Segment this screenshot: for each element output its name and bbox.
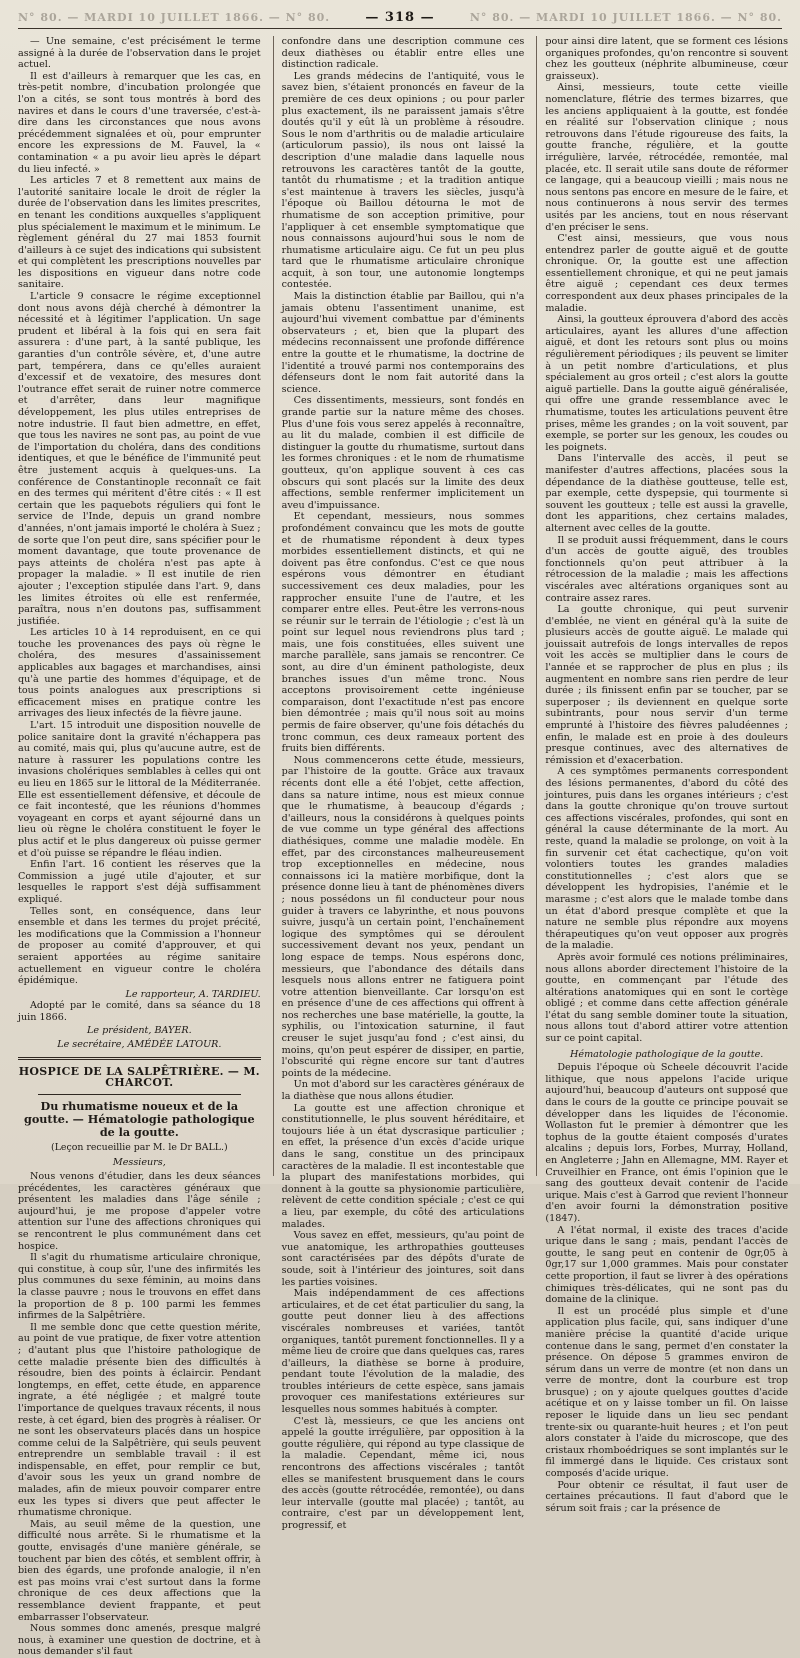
paragraph: — Une semaine, c'est précisément le terme assigné à la durée de l'observation dans le projet actuel. — [18, 36, 261, 71]
running-head-left: N° 80. — MARDI 10 JUILLET 1866. — N° 80. — [18, 10, 331, 24]
paragraph: Les articles 10 à 14 reproduisent, en ce qui touche les provenances des pays où règne le choléra, des mesures d'assainissement applicables aux bagages et marchandises, ainsi qu'à une partie des hommes d'équipage, et de tous points analogues aux prescriptions si efficacement mises en pratique contre les arrivages des lieux infectés de la fièvre jaune. — [18, 627, 261, 720]
subsection-heading: Hématologie pathologique de la goutte. — [570, 1048, 764, 1060]
paragraph: Ainsi, messieurs, toute cette vieille nomenclature, flétrie des termes bizarres, que les anciens appliquaient à la goutte, est fondée en réalité sur l'observation clinique ; nous retrouvons dans l'étude rigoureuse des faits, la goutte franche, régulière, et la goutte irrégulière, larvée, rétrocédée, remontée, mal placée, etc. Il serait utile sans doute de réformer ce langage, qui a beaucoup vieilli ; mais nous ne nous sentons pas encore en mesure de le faire, et nous continuerons à nous servir des termes usités par les anciens, tout en nous réservant d'en préciser le sens. — [545, 82, 789, 233]
paragraph: confondre dans une description commune ces deux diathèses ou établir entre elles une distinction radicale. — [281, 36, 525, 71]
paragraph: Telles sont, en conséquence, dans leur ensemble et dans les termes du projet précité, les modifications que la Commission a l'honneur de proposer au comité d'approuver, et qui seraient apportées au régime sanitaire actuellement en vigueur contre le choléra épidémique. — [18, 905, 261, 987]
page-number: — 318 — — [365, 9, 435, 25]
paragraph: Nous sommes donc amenés, presque malgré nous, à examiner une question de doctrine, et à nous demander s'il faut — [18, 1623, 261, 1658]
paragraph: Les articles 7 et 8 remettent aux mains de l'autorité sanitaire locale le droit de régler la durée de l'observation dans les limites prescrites, en tenant les conditions auxquelles s'appliquent plus spécialement le maximum et le minimum. Le règlement général du 27 mai 1853 fournit d'ailleurs à ce sujet des indications qui subsistent et qui complètent les prescriptions nouvelles par les dispositions en vigueur dans notre code sanitaire. — [18, 175, 261, 291]
paragraph: La goutte est une affection chronique et constitutionnelle, le plus souvent héréditaire, et toujours liée à un état dyscrasique particulier ; en effet, la présence d'un excès d'acide urique dans le sang, constitue un des principaux caractères de la maladie. Il est incontestable que la plupart des manifestations morbides, qui donnent à la goutte sa physionomie particulière, relèvent de cette condition spéciale ; c'est ce qui a lieu, par exemple, du côté des articulations malades. — [281, 1102, 525, 1230]
paragraph: Et cependant, messieurs, nous sommes profondément convaincu que les mots de goutte et de rhumatisme répondent à deux types morbides essentiellement distincts, et qui ne doivent pas être confondus. C'est ce que nous espérons vous démontrer en étudiant successivement ces deux maladies, pour les rapprocher ensuite l'une de l'autre, et les comparer entre elles. Peut-être les verrons-nous se réunir sur le terrain de l'étiologie ; c'est là un point sur lequel nous reviendrons plus tard ; mais, une fois constituées, elles suivent une marche parallèle, sans jamais se rencontrer. Ce sont, au dire d'un éminent pathologiste, deux branches issues d'un même tronc. Nous acceptons provisoirement cette ingénieuse comparaison, dont l'exactitude n'est pas encore bien démontrée ; mais qu'il nous soit au moins permis de faire observer, qu'une fois détachés du tronc commun, ces deux rameaux portent des fruits bien différents. — [281, 511, 525, 755]
paragraph: Il s'agit du rhumatisme articulaire chronique, qui constitue, à coup sûr, l'une des infirmités les plus communes du sexe féminin, au moins dans la classe pauvre ; nous le trouvons en effet dans la proportion de 8 p. 100 parmi les femmes infirmes de la Salpêtrière. — [18, 1252, 261, 1322]
paragraph: Nous venons d'étudier, dans les deux séances précédentes, les caractères généraux que présentent les maladies dans l'âge sénile ; aujourd'hui, je me propose d'appeler votre attention sur l'une des affections chroniques qui se rencontrent le plus communément dans cet hospice. — [18, 1171, 261, 1252]
president-signature: Le président, BAYER. — [87, 1025, 192, 1037]
column-3 — [536, 36, 789, 1514]
paragraph: Il me semble donc que cette question mérite, au point de vue pratique, de fixer votre attention ; d'autant plus que l'histoire pathologique de cette maladie présente bien des difficultés à résoudre, bien des points à éclaircir. Pendant longtemps, en effet, cette étude, en apparence ingrate, a été négligée ; et malgré toute l'importance de quelques travaux récents, il nous reste, à cet égard, bien des progrès à réaliser. Or ne sont les observateurs placés dans un hospice comme celui de la Salpêtrière, qui seuls peuvent entreprendre un semblable travail : il est indispensable, en effet, pour remplir ce but, d'avoir sous les yeux un grand nombre de malades, afin de mieux pouvoir comparer entre eux les types si divers que peut affecter le rhumatisme chronique. — [18, 1321, 261, 1519]
paragraph: La goutte chronique, qui peut survenir d'emblée, ne vient en général qu'à la suite de plusieurs accès de goutte aiguë. Le malade qui jouissait autrefois de longs intervalles de repos voit les accès se multiplier dans le cours de l'année et se rapprocher de plus en plus ; ils augmentent en nombre sans rien perdre de leur durée ; ils finissent enfin par se toucher, par se superposer ; ils deviennent en quelque sorte subintrants, pour nous servir d'un terme emprunté à l'histoire des fièvres paludéennes ; enfin, le malade est en proie à des douleurs presque continues, avec des alternatives de rémission et d'exacerbation. — [545, 604, 789, 766]
paragraph: Vous savez en effet, messieurs, qu'au point de vue anatomique, les arthropathies goutteuses sont caractérisées par des dépôts d'urate de soude, soit à l'intérieur des jointures, soit dans les parties voisines. — [281, 1230, 525, 1288]
paragraph: L'art. 15 introduit une disposition nouvelle de police sanitaire dont la gravité n'échappera pas au comité, mais qui, plus qu'aucune autre, est de nature à rassurer les populations contre les invasions cholériques semblables à celles qui ont eu lieu en 1865 sur le littoral de la Méditerranée. Elle est essentiellement défensive, et découle de ce fait incontesté, que les réunions d'hommes voyageant en corps et ayant séjourné dans un lieu où règne le choléra constituent le foyer le plus actif et le plus dangereux où puisse germer et d'où puisse se répandre le fléau indien. — [18, 720, 261, 859]
paragraph: Dans l'intervalle des accès, il peut se manifester d'autres affections, placées sous la dépendance de la diathèse goutteuse, telle est, par exemple, cette dyspepsie, qui tourmente si souvent les goutteux ; telle est aussi la gravelle, dont les apparitions, chez certains malades, alternent avec celles de la goutte. — [545, 453, 789, 534]
paragraph: Il se produit aussi fréquemment, dans le cours d'un accès de goutte aiguë, des troubles fonctionnels qu'on peut attribuer à la rétrocession de la maladie ; mais les affections viscérales avec altérations organiques sont au contraire assez rares. — [545, 534, 789, 604]
adoption-note: Adopté par le comité, dans sa séance du 18 juin 1866. — [18, 1000, 261, 1023]
paragraph: Enfin l'art. 16 contient les réserves que la Commission a jugé utile d'ajouter, et sur lesquelles le rapport s'est déjà suffisamment expliqué. — [18, 859, 261, 905]
running-head — [18, 6, 782, 28]
salutation: Messieurs, — [112, 1157, 166, 1169]
rapporteur-signature: Le rapporteur, A. TARDIEU. — [125, 988, 261, 1000]
paragraph: pour ainsi dire latent, que se forment ces lésions organiques profondes, qu'on rencontre si souvent chez les goutteux (néphrite albumineuse, cœur graisseux). — [545, 36, 789, 82]
heading-rule — [38, 1094, 241, 1095]
paragraph: C'est ainsi, messieurs, que vous nous entendrez parler de goutte aiguë et de goutte chronique. Or, la goutte est une affection essentiellement chronique, et qui ne peut jamais être aiguë ; cependant ces deux termes correspondent aux deux phases principales de la maladie. — [545, 233, 789, 314]
paragraph: A ces symptômes permanents correspondent des lésions permanentes, d'abord du côté des jointures, puis dans les organes intérieurs ; c'est dans la goutte chronique qu'on trouve surtout ces affections viscérales, profondes, qui sont en général la cause déterminante de la mort. Au reste, quand la maladie se prolonge, on voit à la fin survenir cet état cachectique, qu'on voit volontiers toutes les grandes maladies constitutionnelles ; c'est alors que se développent les hydropisies, l'anémie et le marasme ; c'est alors que le malade tombe dans un état d'abord presque complète et que la nature ne semble plus répondre aux moyens thérapeutiques qu'on veut opposer aux progrès de la maladie. — [545, 766, 789, 952]
paragraph: Pour obtenir ce résultat, il faut user de certaines précautions. Il faut d'abord que le sérum soit frais ; car la présence de — [545, 1479, 789, 1514]
paragraph: Un mot d'abord sur les caractères généraux de la diathèse que nous allons étudier. — [281, 1079, 525, 1103]
column-1 — [18, 36, 261, 1658]
header-rule — [18, 28, 782, 29]
running-head-right: N° 80. — MARDI 10 JUILLET 1866. — N° 80. — [469, 10, 782, 24]
column-2 — [273, 36, 525, 1531]
article-title: Du rhumatisme noueux et de la goutte. — Hématologie pathologique de la goutte. — [24, 1098, 255, 1139]
paragraph: Ces dissentiments, messieurs, sont fondés en grande partie sur la nature même des choses. Plus d'une fois vous serez appelés à reconnaître, au lit du malade, combien il est difficile de distinguer la goutte du rhumatisme, surtout dans les formes chroniques : et le nom de rhumatisme goutteux, qu'on applique souvent à ces cas obscurs qui sont placés sur la limite des deux affections, semble renfermer implicitement un aveu d'impuissance. — [281, 395, 525, 511]
paragraph: C'est là, messieurs, ce que les anciens ont appelé la goutte irrégulière, par opposition à la goutte régulière, qui répond au type classique de la maladie. Cependant, même ici, nous rencontrons des affections viscérales ; tantôt elles se manifestent brusquement dans le cours des accès (goutte rétrocédée, remontée), ou dans leur intervalle (goutte mal placée) ; tantôt, au contraire, c'est par un développement lent, progressif, et — [281, 1415, 525, 1531]
paragraph: A l'état normal, il existe des traces d'acide urique dans le sang ; mais, pendant l'accès de goutte, le sang peut en contenir de 0gr,05 à 0gr,17 sur 1,000 grammes. Mais pour constater cette proportion, il faut se livrer à des opérations chimiques très-délicates, qui ne sont pas du domaine de la clinique. — [545, 1224, 789, 1306]
paragraph: Il est un procédé plus simple et d'une application plus facile, qui, sans indiquer d'une manière précise la quantité d'acide urique contenue dans le sang, permet d'en constater la présence. On dépose 5 grammes environ de sérum dans un verre de montre (et non dans un verre de montre, dont la courbure est trop brusque) ; on y ajoute quelques gouttes d'acide acétique et on y laisse tomber un fil. On laisse reposer le liquide dans un lieu sec pendant trente-six ou quarante-huit heures ; et l'on peut alors constater à l'aide du microscope, que des cristaux rhomboédriques se sont implantés sur le fil immergé dans le liquide. Ces cristaux sont composés d'acide urique. — [545, 1305, 789, 1480]
paragraph: Les grands médecins de l'antiquité, vous le savez bien, s'étaient prononcés en faveur de la première de ces deux opinions ; ou pour parler plus exactement, ils ne paraissent jamais s'être doutés qu'il y eût là un problème à résoudre. Sous le nom d'arthritis ou de maladie articulaire (articulorum passio), ils nous ont laissé la description d'une maladie dans laquelle nous retrouvons les caractères tantôt de la goutte, tantôt du rhumatisme ; et la tradition antique s'est maintenue à travers les siècles, jusqu'à l'époque où Baillou détourna le mot de rhumatisme de son acception primitive, pour l'appliquer à cet ensemble symptomatique que nous connaissons aujourd'hui sous le nom de rhumatisme articulaire aigu. Ce fut un peu plus tard que le rhumatisme articulaire chronique acquit, à son tour, une autonomie longtemps contestée. — [281, 70, 525, 291]
paragraph: Mais, au seuil même de la question, une difficulté nous arrête. Si le rhumatisme et la goutte, envisagés d'une manière générale, se touchent par bien des côtés, et semblent offrir, à bien des égards, une profonde analogie, il n'en est pas moins vrai c'est surtout dans la forme chronique de ces deux affections que la ressemblance devient frappante, et peut embarrasser l'observateur. — [18, 1518, 261, 1623]
secretary-signature: Le secrétaire, AMÉDÉE LATOUR. — [57, 1039, 222, 1051]
byline-note: (Leçon recueillie par M. le Dr BALL.) — [51, 1141, 228, 1153]
paragraph: Après avoir formulé ces notions préliminaires, nous allons aborder directement l'histoire de la goutte, en commençant par l'étude des altérations anatomiques qui en sont le cortège obligé ; et comme dans cette affection générale l'état du sang semble dominer toute la situation, nous allons tout d'abord attirer votre attention sur ce point capital. — [545, 951, 789, 1045]
text-columns — [18, 36, 789, 1658]
paragraph: Il est d'ailleurs à remarquer que les cas, en très-petit nombre, d'incubation prolongée que l'on a cités, se sont tous montrés à bord des navires et dans le cours d'une traversée, c'est-à-dire dans les circonstances que nous avons précédemment signalées et où, pour emprunter encore les expressions de M. Fauvel, la « contamination « a pu avoir lieu après le départ du lieu infecté. » — [18, 70, 261, 175]
paragraph: Mais la distinction établie par Baillou, qui n'a jamais obtenu l'assentiment unanime, est aujourd'hui vivement combattue par d'éminents observateurs ; et, bien que la plupart des médecins reconnaissent une profonde différence entre la goutte et le rhumatisme, la doctrine de l'identité a trouvé parmi nos contemporains des défenseurs dont le nom fait autorité dans la science. — [281, 291, 525, 395]
paragraph: Depuis l'époque où Scheele découvrit l'acide lithique, que nous appelons l'acide urique aujourd'hui, beaucoup d'auteurs ont supposé que dans le cours de la goutte ce principe pouvait se développer dans les liquides de l'économie. Wollaston fut le premier à démontrer que les tophus de la goutte étaient composés d'urates alcalins ; depuis lors, Forbes, Murray, Holland, en Angleterre ; Jahn en Allemagne, MM. Rayer et Cruveilhier en France, ont émis l'opinion que le sang des goutteux devait contenir de l'acide urique. Mais c'est à Garrod que revient l'honneur d'en avoir fourni la démonstration positive (1847). — [545, 1062, 789, 1224]
paragraph: L'article 9 consacre le régime exceptionnel dont nous avons déjà cherché à démontrer la nécessité et à légitimer l'application. Un sage prudent et libéral à la fois qui en sera fait assurera : d'une part, à la santé publique, les garanties d'un contrôle sévère, et, d'une autre part, tempérera, dans ce qu'elles auraient d'excessif et de vexatoire, des mesures dont l'outrance effet serait de ruiner notre commerce et d'arrêter, dans leur magnifique développement, les plus utiles entreprises de notre industrie. Il faut bien admettre, en effet, que tous les navires ne sont pas, au point de vue de l'importation du choléra, dans des conditions identiques, et que le bénéfice de l'immunité peut être justement acquis à quelques-uns. La conférence de Constantinople reconnaît ce fait en des termes qui méritent d'être cités : « Il est certain que les paquebots réguliers qui font le service de l'Inde, depuis un grand nombre d'années, n'ont jamais importé le choléra à Suez ; de sorte que l'on peut dire, sans spécifier pour le moment davantage, que toute provenance de pays atteints de choléra n'est pas apte à propager la maladie. » Il est inutile de rien ajouter ; l'exception stipulée dans l'art. 9, dans les limites étroites où elle est renfermée, paraîtra, nous n'en doutons pas, suffisamment justifiée. — [18, 291, 261, 627]
paragraph: Nous commencerons cette étude, messieurs, par l'histoire de la goutte. Grâce aux travaux récents dont elle a été l'objet, cette affection, dans sa nature intime, nous est mieux connue que le rhumatisme, à beaucoup d'égards ; d'ailleurs, nous la considérons à quelques points de vue comme un type général des affections diathésiques, comme une maladie modèle. En effet, par des circonstances malheureusement trop exceptionnelles en médecine, nous connaissons ici la matière morbifique, dont la présence donne lieu à tant de phénomènes divers ; nous possédons un fil conducteur pour nous guider à travers ce labyrinthe, et nous pouvons suivre, jusqu'à un certain point, l'enchaînement logique des symptômes qui se déroulent successivement devant nos yeux, pendant un long espace de temps. Nous espérons donc, messieurs, que l'abondance des détails dans lesquels nous allons entrer ne fatiguera point votre attention bienveillante. Car lorsqu'on est en présence d'une de ces affections qui offrent à nos recherches une base matérielle, la goutte, la syphilis, ou l'intoxication saturnine, il faut creuser le sujet jusqu'au fond ; c'est ainsi, du moins, qu'on peut espérer de dissiper, en partie, l'obscurité qui règne encore sur tant d'autres points de la médecine. — [281, 754, 525, 1079]
section-divider — [18, 1057, 261, 1060]
paragraph: Mais indépendamment de ces affections articulaires, et de cet état particulier du sang, la goutte peut donner lieu à des affections viscérales nombreuses et variées, tantôt organiques, tantôt purement fonctionnelles. Il y a même lieu de croire que dans quelques cas, rares d'ailleurs, la diathèse se borne à produire, pendant toute l'évolution de la maladie, des troubles intérieurs de cette espèce, sans jamais provoquer ces manifestations extérieures sur lesquelles nous sommes habitués à compter. — [281, 1288, 525, 1416]
paragraph: Ainsi, la goutteux éprouvera d'abord des accès articulaires, ayant les allures d'une affection aiguë, et dont les retours sont plus ou moins régulièrement périodiques ; ils peuvent se limiter à un petit nombre d'articulations, et plus spécialement au gros orteil ; c'est alors la goutte aiguë partielle. Dans la goutte aiguë généralisée, qui offre une grande ressemblance avec le rhumatisme, toutes les articulations peuvent être prises, même les grandes ; on la voit souvent, par exemple, se porter sur les genoux, les coudes ou les poignets. — [545, 314, 789, 453]
section-heading: HOSPICE DE LA SALPÊTRIÈRE. — M. CHARCOT. — [18, 1064, 260, 1090]
